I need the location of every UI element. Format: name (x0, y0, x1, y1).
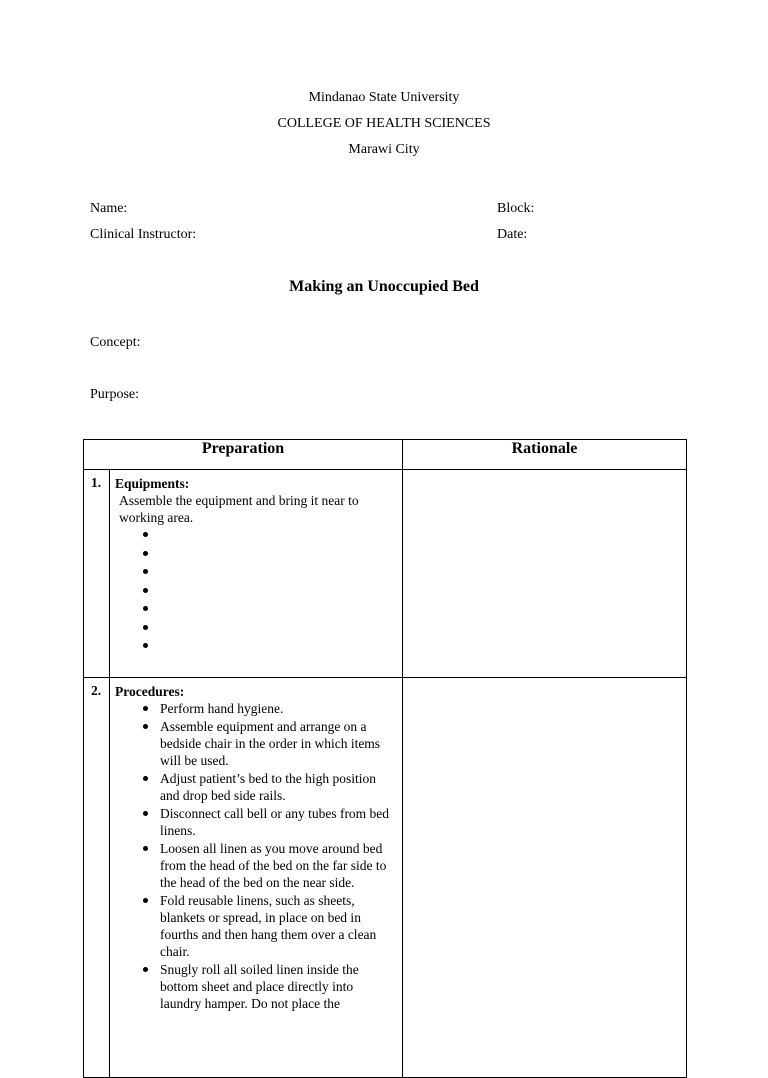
list-item (143, 545, 394, 564)
table-header-row (84, 440, 687, 470)
list-item (143, 619, 394, 638)
list-item: Adjust patient’s bed to the high position and drop bed side rails. (143, 770, 394, 804)
equipment-list (115, 526, 394, 656)
bullet-icon (143, 898, 148, 903)
list-item: Perform hand hygiene. (143, 700, 394, 717)
block-label: Block: (497, 201, 535, 216)
list-item (143, 582, 394, 601)
city-name: Marawi City (348, 142, 420, 157)
list-item: Snugly roll all soiled linen inside the bottom sheet and place directly into laundry hamper. Do not place the (143, 961, 394, 1012)
bullet-icon (143, 776, 148, 781)
bullet-icon (143, 625, 148, 630)
name-label: Name: (90, 201, 128, 216)
bullet-icon (143, 606, 148, 611)
list-item (143, 563, 394, 582)
bullet-icon (143, 967, 148, 972)
table-row (84, 470, 687, 678)
list-item (143, 526, 394, 545)
college-name: COLLEGE OF HEALTH SCIENCES (277, 116, 491, 131)
equipments-rationale-cell (403, 470, 687, 678)
rationale-header: Rationale (403, 440, 687, 470)
list-item: Fold reusable linens, such as sheets, blankets or spread, in place on bed in fourths and then hang them over a clean chair. (143, 892, 394, 960)
list-item (143, 600, 394, 619)
list-item: Disconnect call bell or any tubes from bed linens. (143, 805, 394, 839)
concept-label: Concept: (90, 335, 141, 350)
procedure-list (115, 700, 394, 1012)
row-number: 1. (84, 470, 110, 678)
row-number: 2. (84, 678, 110, 1078)
procedures-cell (110, 678, 403, 1078)
bullet-icon (143, 811, 148, 816)
equipments-title: Equipments: (115, 476, 190, 491)
procedure-table (83, 439, 687, 1078)
clinical-instructor-label: Clinical Instructor: (90, 227, 197, 242)
bullet-icon (143, 846, 148, 851)
preparation-header: Preparation (84, 440, 403, 470)
equipments-intro: Assemble the equipment and bring it near to working area. (119, 493, 359, 525)
document-title: Making an Unoccupied Bed (289, 278, 479, 295)
university-name: Mindanao State University (308, 90, 460, 105)
bullet-icon (143, 551, 148, 556)
bullet-icon (143, 532, 148, 537)
date-label: Date: (497, 227, 528, 242)
procedures-rationale-cell (403, 678, 687, 1078)
bullet-icon (143, 706, 148, 711)
bullet-icon (143, 569, 148, 574)
bullet-icon (143, 724, 148, 729)
equipments-cell (110, 470, 403, 678)
list-item (143, 637, 394, 656)
table-row (84, 678, 687, 1078)
list-item: Loosen all linen as you move around bed from the head of the bed on the far side to the head of the bed on the near side. (143, 840, 394, 891)
bullet-icon (143, 643, 148, 648)
procedures-title: Procedures: (115, 684, 185, 699)
purpose-label: Purpose: (90, 387, 139, 402)
list-item: Assemble equipment and arrange on a bedside chair in the order in which items will be used. (143, 718, 394, 769)
bullet-icon (143, 588, 148, 593)
